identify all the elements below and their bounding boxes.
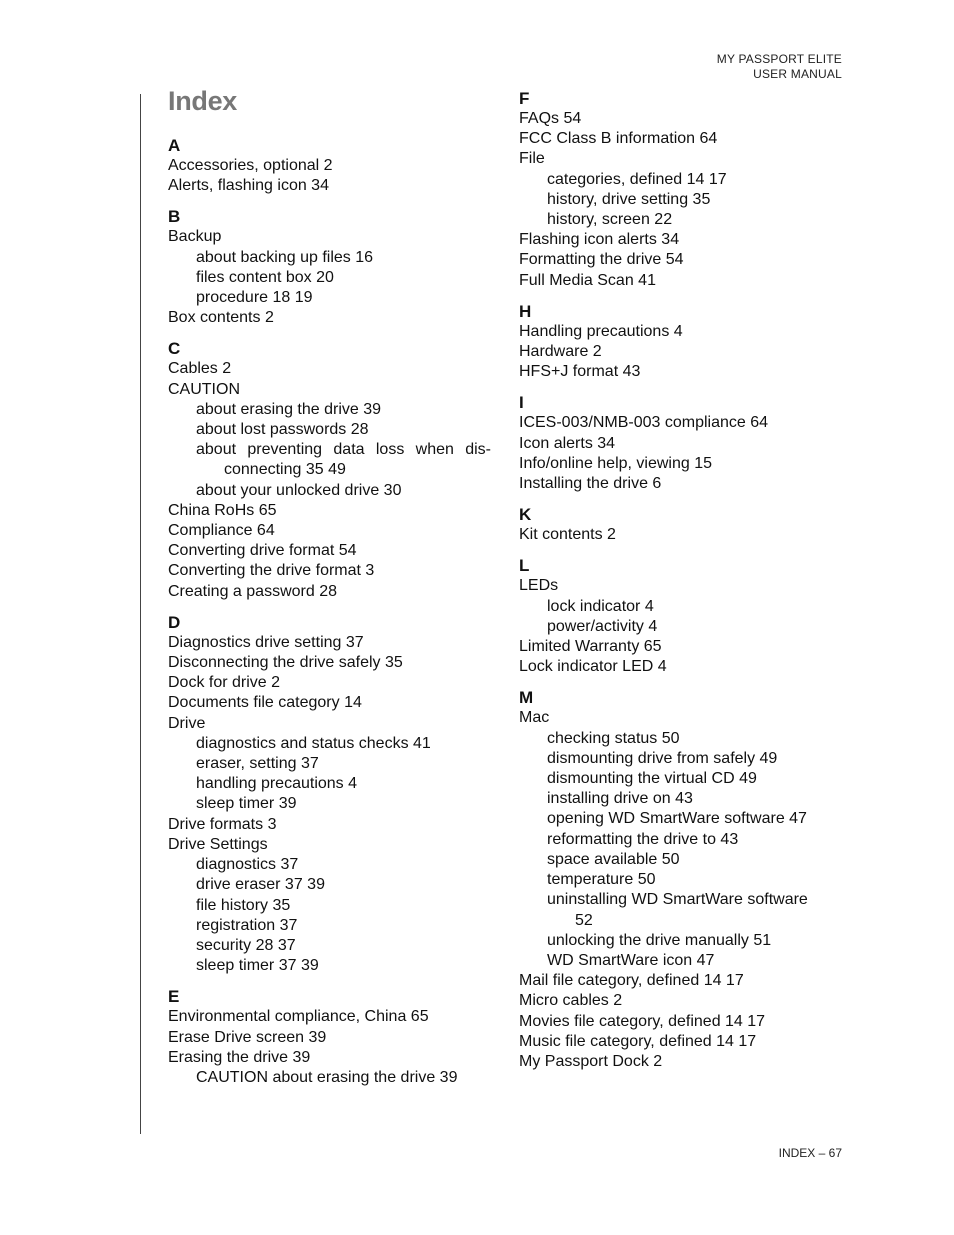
index-entry: Environmental compliance, China 65 bbox=[168, 1008, 429, 1026]
index-subentry: diagnostics 37 bbox=[196, 856, 299, 874]
index-subentry: dismounting the virtual CD 49 bbox=[547, 770, 757, 788]
index-subentry: categories, defined 14 17 bbox=[547, 170, 727, 188]
index-subentry: eraser, setting 37 bbox=[196, 755, 319, 773]
index-entry: Dock for drive 2 bbox=[168, 674, 281, 692]
index-subentry: security 28 37 bbox=[196, 936, 296, 954]
section-letter-d: D bbox=[168, 612, 181, 632]
index-entry: Accessories, optional 2 bbox=[168, 157, 333, 174]
index-entry: Info/online help, viewing 15 bbox=[519, 454, 713, 472]
index-entry: Converting the drive format 3 bbox=[168, 562, 375, 580]
index-entry: FCC Class B information 64 bbox=[519, 130, 718, 148]
index-entry: File bbox=[519, 150, 545, 168]
index-entry: Alerts, flashing icon 34 bbox=[168, 177, 329, 195]
section-letter-i: I bbox=[519, 393, 524, 413]
index-entry: Lock indicator LED 4 bbox=[519, 658, 667, 676]
index-entry: Compliance 64 bbox=[168, 522, 275, 540]
index-entry: Erasing the drive 39 bbox=[168, 1048, 311, 1066]
index-entry: Limited Warranty 65 bbox=[519, 638, 662, 656]
index-subentry: WD SmartWare icon 47 bbox=[547, 951, 715, 969]
index-entry: LEDs bbox=[519, 577, 559, 595]
section-letter-m: M bbox=[519, 688, 534, 708]
index-subentry: installing drive on 43 bbox=[547, 790, 693, 808]
running-header bbox=[717, 52, 842, 82]
index-subentry: history, drive setting 35 bbox=[547, 190, 711, 208]
index-entry: CAUTION bbox=[168, 380, 240, 398]
index-subentry: unlocking the drive manually 51 bbox=[547, 931, 772, 949]
index-subentry: drive eraser 37 39 bbox=[196, 876, 325, 894]
index-subentry: dismounting drive from safely 49 bbox=[547, 749, 778, 767]
index-entry: Box contents 2 bbox=[168, 309, 274, 327]
index-subentry-continuation: connecting 35 49 bbox=[224, 461, 346, 479]
section-letter-b: B bbox=[168, 207, 181, 227]
index-entry: Icon alerts 34 bbox=[519, 434, 616, 452]
index-entry: Drive formats 3 bbox=[168, 815, 277, 833]
index-subentry: sleep timer 37 39 bbox=[196, 957, 319, 975]
section-letter-f: F bbox=[519, 89, 530, 108]
index-entry: ICES-003/NMB-003 compliance 64 bbox=[519, 414, 769, 432]
index-entry: Music file category, defined 14 17 bbox=[519, 1032, 757, 1050]
index-subentry: diagnostics and status checks 41 bbox=[196, 734, 431, 752]
header-product-name: MY PASSPORT ELITE bbox=[716, 52, 842, 66]
section-letter-a: A bbox=[168, 136, 181, 155]
index-entry: Flashing icon alerts 34 bbox=[519, 231, 680, 249]
index-subentry-continuation: 52 bbox=[575, 911, 593, 929]
index-subentry: CAUTION about erasing the drive 39 bbox=[196, 1068, 458, 1086]
index-entry: Mac bbox=[519, 709, 550, 727]
index-entry: Installing the drive 6 bbox=[519, 475, 662, 493]
index-entry: Drive Settings bbox=[168, 835, 268, 853]
index-entry: Formatting the drive 54 bbox=[519, 251, 684, 269]
section-letter-h: H bbox=[519, 301, 532, 321]
index-entry: HFS+J format 43 bbox=[519, 363, 641, 381]
index-subentry: power/activity 4 bbox=[547, 617, 658, 635]
index-entry: Erase Drive screen 39 bbox=[168, 1028, 327, 1046]
index-entry: Hardware 2 bbox=[519, 343, 602, 361]
section-letter-e: E bbox=[168, 987, 180, 1007]
index-subentry: space available 50 bbox=[547, 850, 680, 868]
header-document-name: USER MANUAL bbox=[753, 67, 842, 81]
index-entry: Kit contents 2 bbox=[519, 526, 616, 544]
index-subentry: file history 35 bbox=[196, 896, 291, 914]
index-entry: China RoHs 65 bbox=[168, 501, 277, 519]
index-subentry: handling precautions 4 bbox=[196, 775, 358, 793]
section-letter-c: C bbox=[168, 339, 181, 359]
index-subentry: about erasing the drive 39 bbox=[196, 400, 382, 418]
index-subentry: about preventing data loss when dis- bbox=[196, 441, 491, 459]
index-entry: Documents file category 14 bbox=[168, 694, 362, 712]
index-entry: My Passport Dock 2 bbox=[519, 1052, 663, 1070]
index-subentry: reformatting the drive to 43 bbox=[547, 830, 739, 848]
page-footer: INDEX – 67 bbox=[778, 1146, 842, 1160]
index-subentry: about lost passwords 28 bbox=[196, 421, 369, 439]
index-subentry: procedure 18 19 bbox=[196, 289, 313, 307]
index-entry: Mail file category, defined 14 17 bbox=[519, 972, 744, 990]
section-letter-l: L bbox=[519, 556, 530, 576]
index-subentry: about backing up files 16 bbox=[196, 248, 374, 266]
index-subentry: opening WD SmartWare software 47 bbox=[547, 810, 807, 828]
index-subentry: uninstalling WD SmartWare software bbox=[547, 891, 808, 909]
index-subentry: lock indicator 4 bbox=[547, 597, 654, 615]
index-entry: Converting drive format 54 bbox=[168, 542, 357, 560]
index-entry: Movies file category, defined 14 17 bbox=[519, 1012, 766, 1030]
index-subentry: history, screen 22 bbox=[547, 211, 673, 229]
index-subentry: temperature 50 bbox=[547, 871, 656, 889]
index-entry: Drive bbox=[168, 714, 206, 732]
section-letter-k: K bbox=[519, 505, 532, 525]
index-entry: Cables 2 bbox=[168, 360, 232, 378]
index-entry: Micro cables 2 bbox=[519, 992, 623, 1010]
index-subentry: checking status 50 bbox=[547, 729, 680, 747]
index-entry: Handling precautions 4 bbox=[519, 322, 683, 340]
index-entry: FAQs 54 bbox=[519, 110, 582, 127]
index-subentry: about your unlocked drive 30 bbox=[196, 481, 402, 499]
index-entry: Disconnecting the drive safely 35 bbox=[168, 654, 403, 672]
index-column-left bbox=[168, 136, 491, 1088]
margin-rule bbox=[140, 94, 141, 1134]
index-entry: Backup bbox=[168, 228, 222, 246]
page-title: Index bbox=[168, 86, 238, 116]
index-entry: Full Media Scan 41 bbox=[519, 271, 656, 289]
index-subentry: sleep timer 39 bbox=[196, 795, 297, 813]
index-entry: Creating a password 28 bbox=[168, 582, 337, 600]
index-entry: Diagnostics drive setting 37 bbox=[168, 633, 364, 651]
index-column-right bbox=[519, 89, 842, 1072]
index-subentry: files content box 20 bbox=[196, 268, 334, 286]
index-subentry: registration 37 bbox=[196, 916, 298, 934]
